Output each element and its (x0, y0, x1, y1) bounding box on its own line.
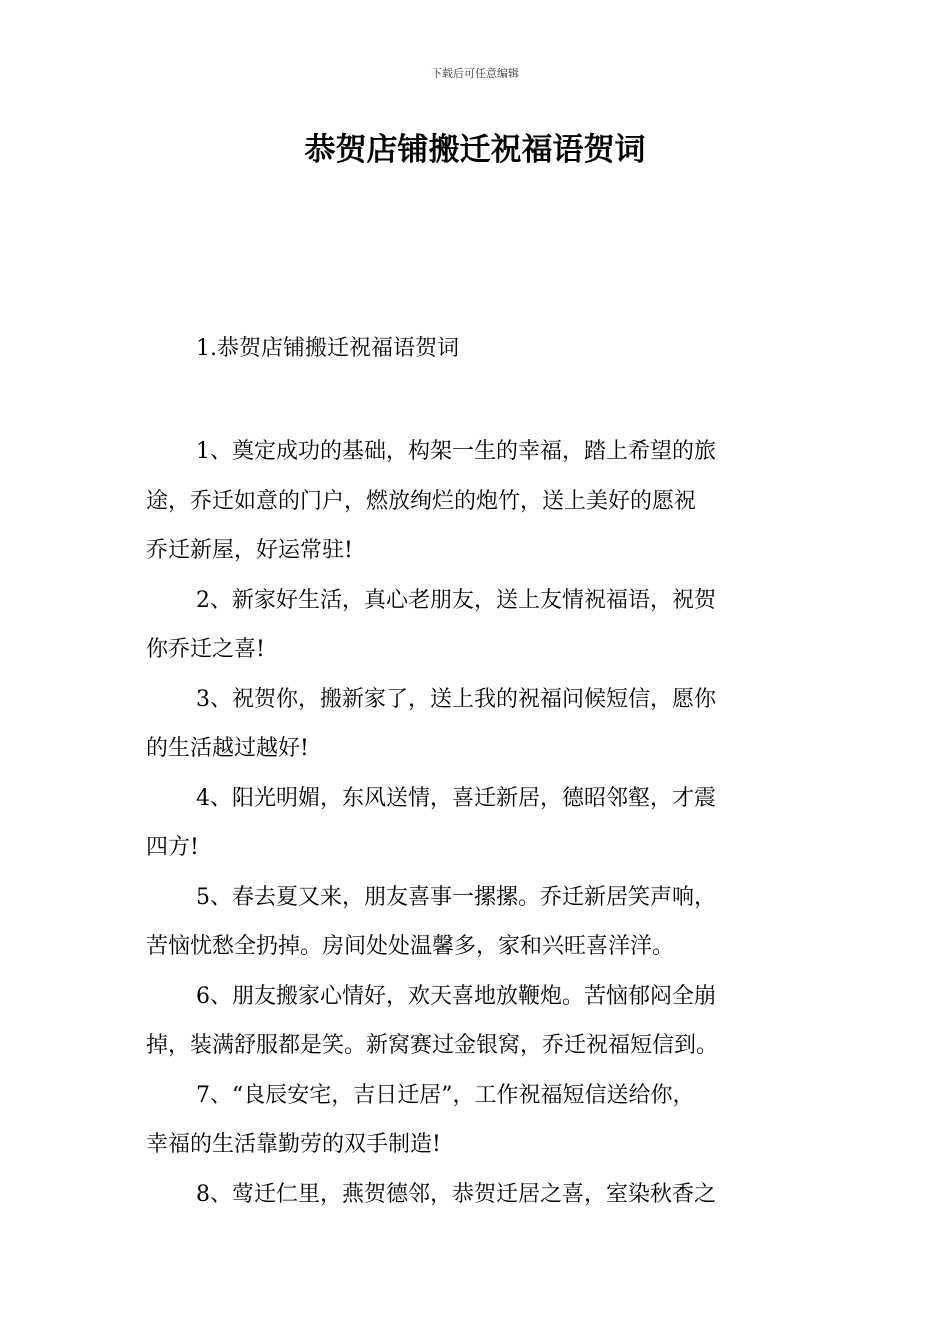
paragraph-4 (146, 774, 810, 873)
paragraph-line: 6、朋友搬家心情好，欢天喜地放鞭炮。苦恼郁闷全崩 (196, 983, 716, 1009)
paragraph-line: 3、祝贺你，搬新家了，送上我的祝福问候短信，愿你 (196, 686, 716, 712)
paragraph-line: 1、奠定成功的基础，构架一生的幸福，踏上希望的旅 (196, 439, 716, 464)
paragraph-1 (146, 427, 810, 576)
paragraph-line: 2、新家好生活，真心老朋友，送上友情祝福语，祝贺 (196, 587, 716, 613)
paragraph-line: 你乔迁之喜! (146, 637, 265, 662)
paragraph-line: 幸福的生活靠勤劳的双手制造! (146, 1132, 441, 1157)
paragraph-5 (146, 873, 810, 972)
paragraph-line: 7、“良辰安宅，吉日迁居”，工作祝福短信送给你， (196, 1082, 695, 1108)
paragraph-line: 5、春去夏又来，朋友喜事一摞摞。乔迁新居笑声响， (196, 884, 716, 910)
paragraph-8 (146, 1170, 810, 1220)
paragraph-line: 8、莺迁仁里，燕贺德邻，恭贺迁居之喜，室染秋香之 (196, 1181, 716, 1207)
paragraph-7 (146, 1071, 810, 1170)
paragraph-line: 掉，装满舒服都是笑。新窝赛过金银窝，乔迁祝福短信到。 (146, 1033, 719, 1058)
paragraph-line: 4、阳光明媚，东风送情，喜迁新居，德昭邻壑，才震 (196, 785, 716, 811)
paragraph-line: 途，乔迁如意的门户，燃放绚烂的炮竹，送上美好的愿祝 (146, 488, 697, 514)
paragraph-line: 苦恼忧愁全扔掉。房间处处温馨多，家和兴旺喜洋洋。 (146, 934, 675, 959)
paragraph-line: 乔迁新屋，好运常驻! (146, 538, 353, 563)
header-note: 下载后可任意编辑 (431, 67, 519, 80)
paragraph-2 (146, 576, 810, 675)
paragraph-line: 的生活越过越好! (146, 736, 309, 761)
document-title: 恭贺店铺搬迁祝福语贺词 (304, 132, 646, 168)
paragraph-line: 四方! (146, 835, 199, 860)
document-body (146, 427, 810, 1219)
section-heading: 1.恭贺店铺搬迁祝福语贺词 (196, 336, 459, 361)
paragraph-3 (146, 675, 810, 774)
paragraph-6 (146, 972, 810, 1071)
